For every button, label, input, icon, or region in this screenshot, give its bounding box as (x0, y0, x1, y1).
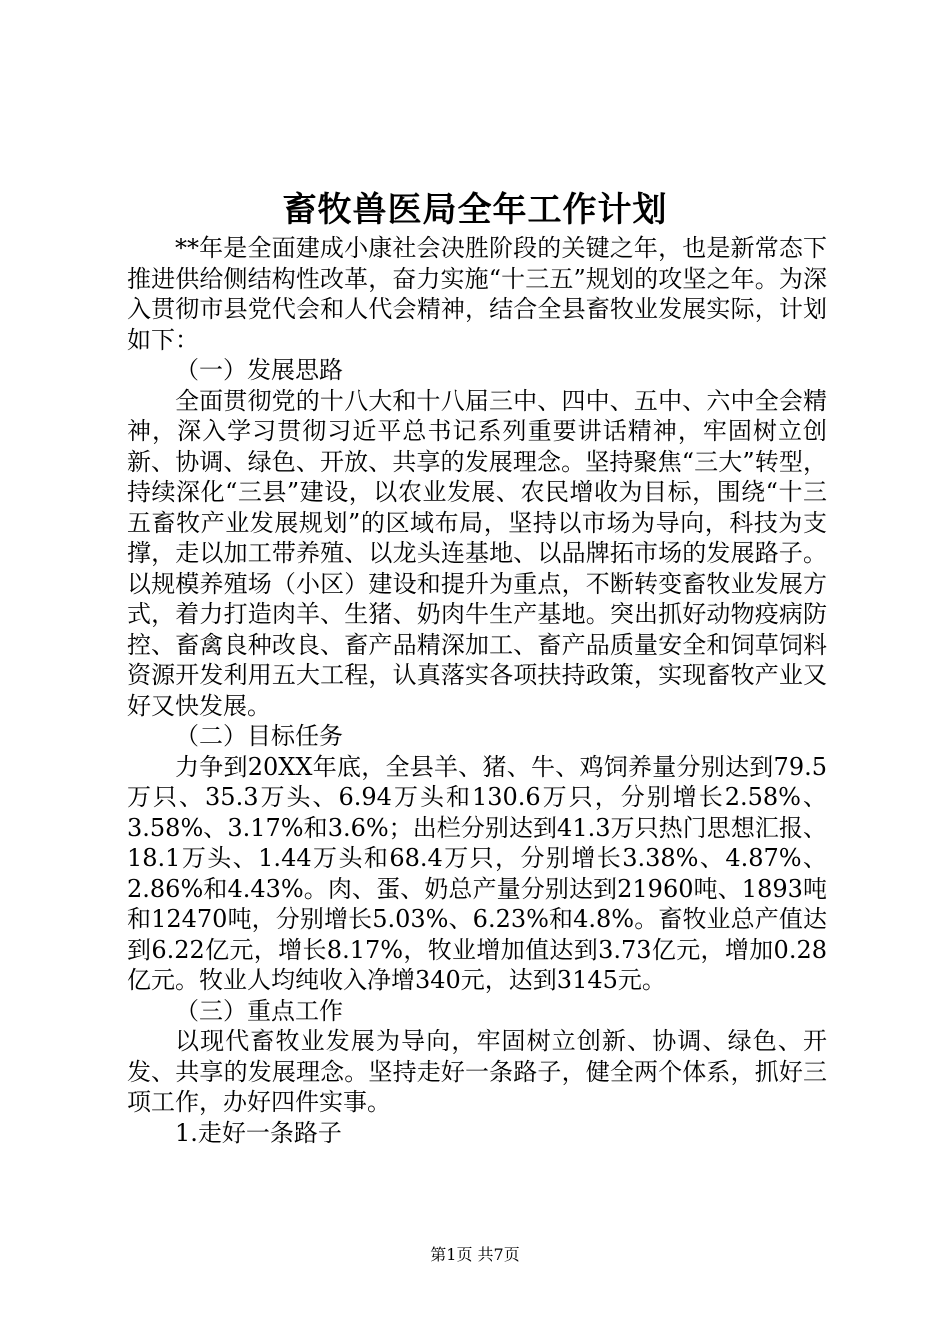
target-tasks-paragraph: 力争到20XX年底，全县羊、猪、牛、鸡饲养量分别达到79.5万只、35.3万头、6.94万头和130.6万只，分别增长2.58%、3.58%、3.17%和3.6%；出栏分别达到41.3万只热门思想汇报、18.1万头、1.44万头和68.4万只，分别增长3.38%、4.87%、2.86%和4.43%。肉、蛋、奶总产量分别达到21960吨、1893吨和12470吨，分别增长5.03%、6.23%和4.8%。畜牧业总产值达到6.22亿元，增长8.17%，牧业增加值达到3.73亿元，增加0.28亿元。牧业人均纯收入净增340元，达到3145元。 (127, 752, 827, 994)
section-heading-target-tasks: （二）目标任务 (175, 722, 343, 750)
section-heading-development-approach: （一）发展思路 (175, 356, 343, 384)
development-approach-paragraph: 全面贯彻党的十八大和十八届三中、四中、五中、六中全会精神，深入学习贯彻习近平总书记系列重要讲话精神，牢固树立创新、协调、绿色、开放、共享的发展理念。坚持聚焦“三大”转型，持续深化“三县”建设，以农业发展、农民增收为目标，围绕“十三五畜牧产业发展规划”的区域布局，坚持以市场为导向，科技为支撑，走以加工带养殖、以龙头连基地、以品牌拓市场的发展路子。以规模养殖场（小区）建设和提升为重点，不断转变畜牧业发展方式，着力打造肉羊、生猪、奶肉牛生产基地。突出抓好动物疫病防控、畜禽良种改良、畜产品精深加工、畜产品质量安全和饲草饲料资源开发利用五大工程，认真落实各项扶持政策，实现畜牧产业又好又快发展。 (127, 386, 827, 720)
subsection-heading-one-path: 1.走好一条路子 (175, 1118, 342, 1147)
page-number-footer: 第1页 共7页 (430, 1245, 520, 1264)
document-title: 畜牧兽医局全年工作计划 (282, 190, 668, 230)
document-body (127, 233, 827, 1148)
key-work-paragraph: 以现代畜牧业发展为导向，牢固树立创新、协调、绿色、开发、共享的发展理念。坚持走好一条路子，健全两个体系，抓好三项工作，办好四件实事。 (127, 1027, 827, 1116)
intro-paragraph: **年是全面建成小康社会决胜阶段的关键之年，也是新常态下推进供给侧结构性改革，奋力实施“十三五”规划的攻坚之年。为深入贯彻市县党代会和人代会精神，结合全县畜牧业发展实际，计划如下： (127, 234, 827, 354)
section-heading-key-work: （三）重点工作 (175, 996, 343, 1025)
